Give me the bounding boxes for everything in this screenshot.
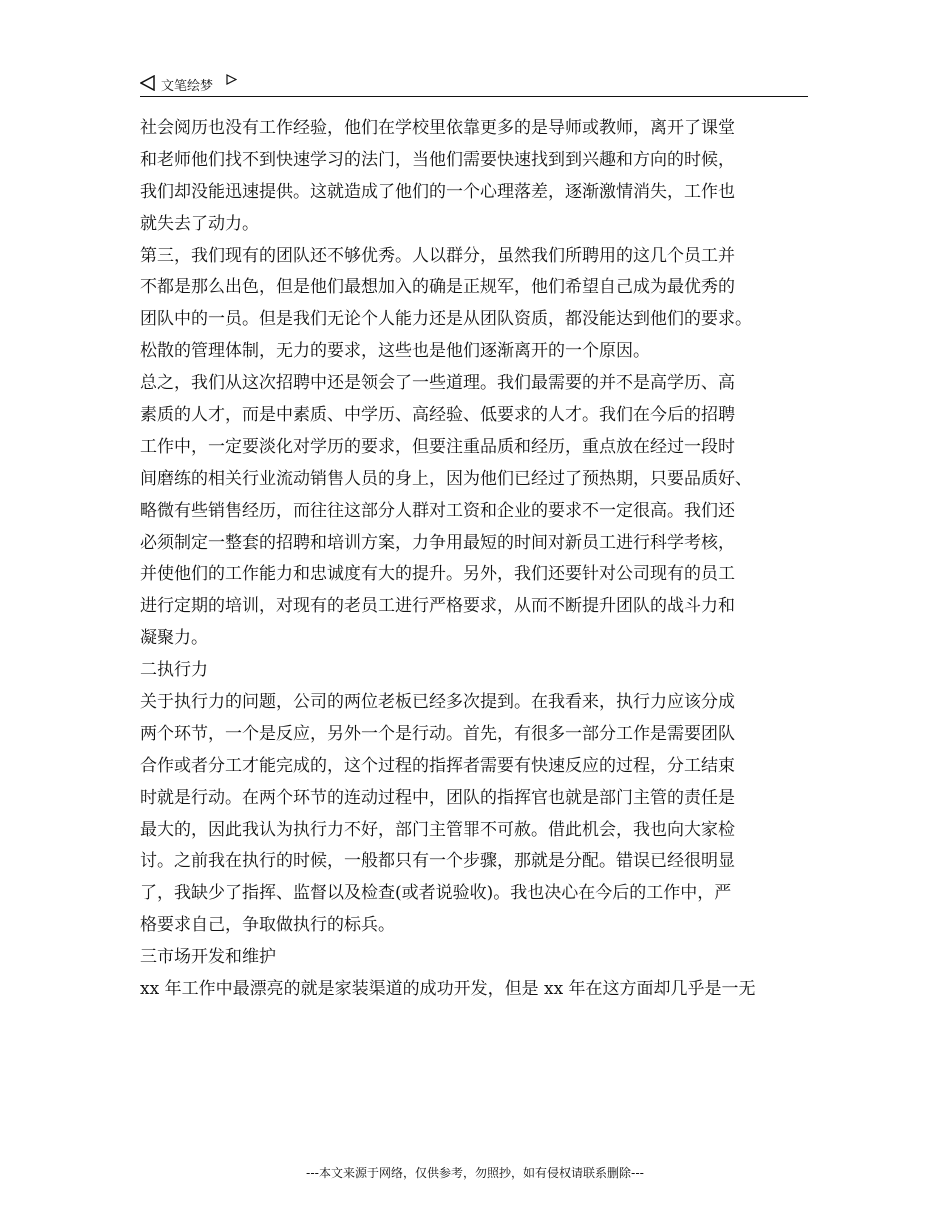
text-line: 素质的人才，而是中素质、中学历、高经验、低要求的人才。我们在今后的招聘 bbox=[140, 405, 735, 426]
text-line: xx 年工作中最漂亮的就是家装渠道的成功开发，但是 xx 年在这方面却几乎是一无 bbox=[140, 979, 756, 1000]
text-line: 社会阅历也没有工作经验，他们在学校里依靠更多的是导师或教师，离开了课堂 bbox=[140, 118, 735, 138]
text-line: 工作中，一定要淡化对学历的要求，但要注重品质和经历，重点放在经过一段时 bbox=[140, 436, 735, 457]
text-line: 进行定期的培训，对现有的老员工进行严格要求，从而不断提升团队的战斗力和 bbox=[140, 596, 735, 617]
header-brand: 文笔绘梦 bbox=[161, 79, 214, 94]
text-line: 合作或者分工才能完成的，这个过程的指挥者需要有快速反应的过程，分工结束 bbox=[140, 755, 735, 776]
page-header bbox=[140, 72, 808, 97]
text-line: 略微有些销售经历，而往往这部分人群对工资和企业的要求不一定很高。我们还 bbox=[140, 500, 735, 521]
text-line: 讨。之前我在执行的时候，一般都只有一个步骤，那就是分配。错误已经很明显 bbox=[140, 851, 735, 872]
page-footer: ---本文来源于网络，仅供参考，勿照抄，如有侵权请联系删除--- bbox=[306, 1166, 644, 1180]
text-line: 必须制定一整套的招聘和培训方案，力争用最短的时间对新员工进行科学考核， bbox=[140, 532, 735, 553]
text-line: 二执行力 bbox=[140, 660, 208, 681]
text-line: 凝聚力。 bbox=[140, 628, 208, 649]
text-line: 第三，我们现有的团队还不够优秀。人以群分，虽然我们所聘用的这几个员工并 bbox=[140, 245, 735, 266]
text-line: 关于执行力的问题，公司的两位老板已经多次提到。在我看来，执行力应该分成 bbox=[140, 692, 735, 713]
text-line: 最大的，因此我认为执行力不好，部门主管罪不可赦。借此机会，我也向大家检 bbox=[140, 819, 735, 840]
triangle-left-icon bbox=[140, 75, 156, 91]
text-line: 并使他们的工作能力和忠诚度有大的提升。另外，我们还要针对公司现有的员工 bbox=[140, 564, 735, 585]
text-line: 团队中的一员。但是我们无论个人能力还是从团队资质，都没能达到他们的要求。 bbox=[140, 309, 752, 330]
text-line: 了，我缺少了指挥、监督以及检查(或者说验收)。我也决心在今后的工作中，严 bbox=[140, 883, 732, 904]
text-line: 就失去了动力。 bbox=[140, 213, 259, 234]
triangle-right-icon bbox=[226, 74, 237, 85]
text-line: 两个环节，一个是反应，另外一个是行动。首先，有很多一部分工作是需要团队 bbox=[140, 723, 735, 744]
text-line: 间磨练的相关行业流动销售人员的身上，因为他们已经过了预热期，只要品质好、 bbox=[140, 468, 752, 489]
text-line: 三市场开发和维护 bbox=[140, 947, 276, 968]
text-line: 不都是那么出色，但是他们最想加入的确是正规军，他们希望自己成为最优秀的 bbox=[140, 277, 735, 298]
text-line: 格要求自己，争取做执行的标兵。 bbox=[140, 915, 395, 936]
text-line: 和老师他们找不到快速学习的法门，当他们需要快速找到到兴趣和方向的时候， bbox=[140, 149, 735, 170]
document-body bbox=[140, 113, 812, 1006]
text-line: 总之，我们从这次招聘中还是领会了一些道理。我们最需要的并不是高学历、高 bbox=[140, 373, 735, 394]
text-line: 松散的管理体制，无力的要求，这些也是他们逐渐离开的一个原因。 bbox=[140, 341, 650, 362]
text-line: 时就是行动。在两个环节的连动过程中，团队的指挥官也就是部门主管的责任是 bbox=[140, 787, 735, 808]
text-line: 我们却没能迅速提供。这就造成了他们的一个心理落差，逐渐激情消失，工作也 bbox=[140, 181, 735, 202]
